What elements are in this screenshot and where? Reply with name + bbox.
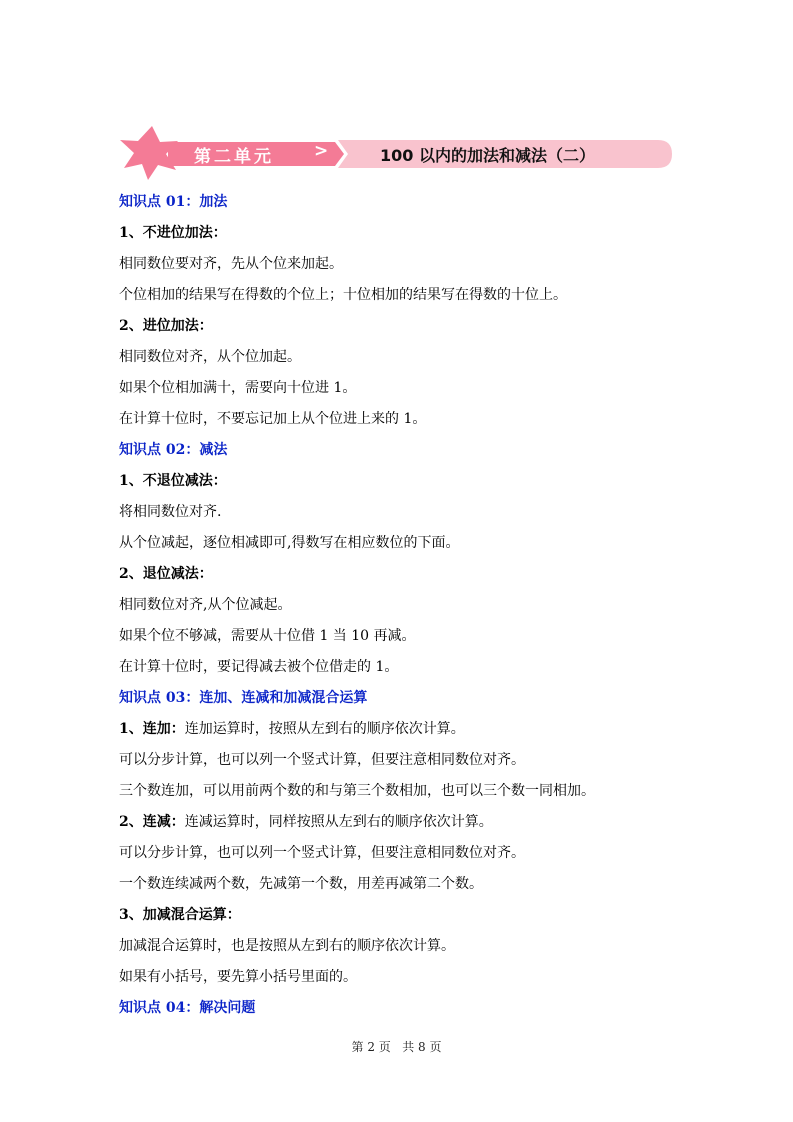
section-heading: 知识点 02：减法 <box>119 442 228 458</box>
chapter-title: 100 以内的加法和减法（二） <box>380 146 595 165</box>
unit-label: 第二单元 <box>194 147 274 167</box>
body-text: 可以分步计算，也可以列一个竖式计算，但要注意相同数位对齐。 <box>119 845 525 861</box>
unit-banner <box>118 126 674 180</box>
subsection-title: 2、退位减法： <box>119 566 213 582</box>
subsection-title: 1、不进位加法： <box>119 225 227 241</box>
subsection-title: 1、连加： <box>119 721 185 737</box>
body-text: 从个位减起，逐位相减即可,得数写在相应数位的下面。 <box>119 535 460 551</box>
body-text: 在计算十位时，不要忘记加上从个位进上来的 1。 <box>119 411 427 427</box>
body-text: 将相同数位对齐. <box>119 504 222 520</box>
body-text: 如果有小括号，要先算小括号里面的。 <box>119 969 357 985</box>
body-text: 一个数连续减两个数，先减第一个数，用差再减第二个数。 <box>119 876 483 892</box>
section-heading: 知识点 04：解决问题 <box>119 1000 256 1016</box>
section-heading: 知识点 01：加法 <box>119 194 228 210</box>
subsection-title: 2、连减： <box>119 814 185 830</box>
subsection-line <box>119 807 719 838</box>
subsection-title: 2、进位加法： <box>119 318 213 334</box>
body-text: 个位相加的结果写在得数的个位上；十位相加的结果写在得数的十位上。 <box>119 287 567 303</box>
body-text: 加减混合运算时，也是按照从左到右的顺序依次计算。 <box>119 938 455 954</box>
subsection-title: 3、加减混合运算： <box>119 907 241 923</box>
body-text: 相同数位要对齐，先从个位来加起。 <box>119 256 343 272</box>
subsection-inline-text: 连减运算时，同样按照从左到右的顺序依次计算。 <box>184 814 493 830</box>
body-text: 如果个位不够减，需要从十位借 1 当 10 再减。 <box>119 628 416 644</box>
subsection-inline-text: 连加运算时，按照从左到右的顺序依次计算。 <box>184 721 465 737</box>
body-text: 可以分步计算，也可以列一个竖式计算，但要注意相同数位对齐。 <box>119 752 525 768</box>
body-text: 相同数位对齐，从个位加起。 <box>119 349 301 365</box>
body-text: 在计算十位时，要记得减去被个位借走的 1。 <box>119 659 399 675</box>
chevron-right-icon: > <box>314 141 329 161</box>
page-content <box>119 187 719 1024</box>
subsection-line <box>119 714 719 745</box>
body-text: 如果个位相加满十，需要向十位进 1。 <box>119 380 357 396</box>
page-footer: 第 2 页 共 8 页 <box>351 1040 442 1054</box>
section-heading: 知识点 03：连加、连减和加减混合运算 <box>119 690 368 706</box>
body-text: 相同数位对齐,从个位减起。 <box>119 597 292 613</box>
subsection-title: 1、不退位减法： <box>119 473 227 489</box>
body-text: 三个数连加，可以用前两个数的和与第三个数相加，也可以三个数一同相加。 <box>119 783 595 799</box>
